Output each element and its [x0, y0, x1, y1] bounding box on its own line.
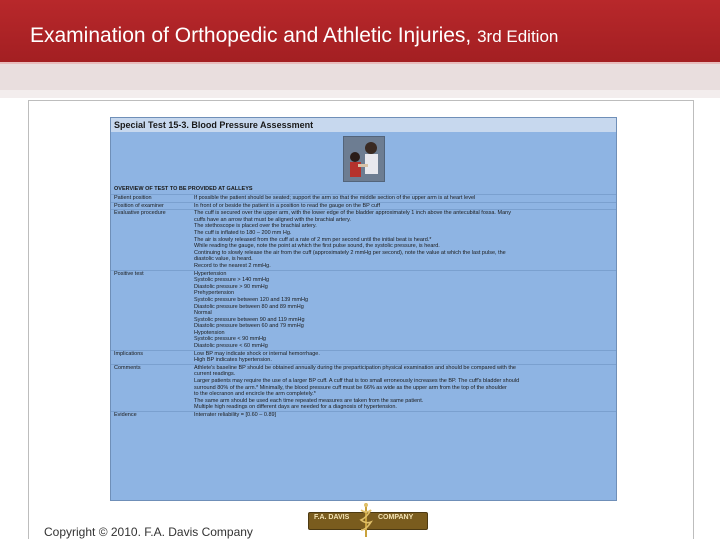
logo-text-right: COMPANY — [378, 514, 414, 521]
row-value-line: If possible the patient should be seated; support the arm so that the middle section of the upper arm is at heart level — [194, 195, 476, 201]
row-label: Comments — [114, 364, 141, 371]
row-value-line: Larger patients may require the use of a larger BP cuff. A cuff that is too small erroneously increases the BP. The cuff's bladder should — [194, 378, 520, 385]
row-value-line: Low BP may indicate shock or internal hemorrhage. — [194, 350, 320, 357]
row-value-line: The cuff is inflated to 180 – 200 mm Hg. — [194, 229, 292, 236]
row-value-line: Athlete's baseline BP should be obtained annually during the preparticipation physical examination and should be compared with the — [194, 364, 516, 371]
row-value-line: The cuff is secured over the upper arm, with the lower edge of the bladder approximately 1 inch above the antecubital fossa. Many — [194, 210, 511, 217]
row-value-line: In front of or beside the patient in a position to read the gauge on the BP cuff — [194, 202, 381, 209]
row-value-line: Diastolic pressure between 80 and 89 mmHg — [194, 303, 304, 310]
row-value — [194, 351, 616, 364]
slide-title-edition: 3rd Edition — [477, 27, 559, 46]
row-value-line: Systolic pressure between 90 and 119 mmHg — [194, 316, 305, 323]
row-value — [194, 365, 616, 411]
row-value-line: Record to the nearest 2 mmHg. — [194, 262, 271, 269]
header-band — [0, 64, 720, 90]
row-value-line: The air is slowly released from the cuff at a rate of 2 mm per second until the initial beat is heard.* — [194, 236, 432, 243]
row-value-line: to the olecranon and encircle the arm completely.* — [194, 391, 316, 398]
row-value-line: Diastolic pressure < 60 mmHg — [194, 343, 268, 350]
row-label: Evidence — [114, 412, 137, 418]
row-value-line: Systolic pressure < 90 mmHg — [194, 336, 266, 343]
row-value-line: Diastolic pressure between 60 and 79 mmHg — [194, 323, 304, 330]
row-label: Evaluative procedure — [114, 210, 166, 217]
slide-title-main: Examination of Orthopedic and Athletic Injuries, — [30, 24, 472, 47]
row-value-line: Hypertension — [194, 270, 227, 277]
table-row — [111, 350, 616, 364]
row-label: Patient position — [114, 195, 152, 201]
table-rows — [111, 194, 616, 419]
row-value-line: cuffs have an arrow that must be aligned with the brachial artery. — [194, 216, 351, 223]
header-band-light — [0, 90, 720, 98]
table-title: Special Test 15-3. Blood Pressure Assessment — [111, 118, 616, 132]
row-value-line: Continuing to slowly release the air from the cuff (approximately 2 mmHg per second), note the value at which the last pulse, the — [194, 249, 506, 256]
row-value — [194, 195, 616, 202]
row-value-line: current readings. — [194, 371, 236, 378]
row-value — [194, 210, 616, 269]
row-value-line: Normal — [194, 310, 212, 317]
row-label: Position of examiner — [114, 202, 164, 209]
row-label: Implications — [114, 350, 144, 357]
table-row — [111, 411, 616, 419]
blood-pressure-photo — [343, 136, 385, 182]
title-bar — [0, 0, 720, 64]
row-value — [194, 203, 616, 210]
row-value-line: The stethoscope is placed over the brachial artery. — [194, 223, 317, 230]
row-value-line: surround 80% of the arm.* Minimally, the blood pressure cuff must be 66% as wide as the upper arm from the top of the shoulder — [194, 384, 507, 391]
row-value-line: While reading the gauge, note the point at which the first pulse sound, the systolic pressure, is heard. — [194, 243, 440, 250]
copyright-text: Copyright © 2010. F.A. Davis Company — [44, 525, 253, 539]
row-value-line: Interrater reliability = [0.60 – 0.89] — [194, 412, 277, 418]
table-row — [111, 209, 616, 269]
fa-davis-logo — [308, 502, 426, 538]
table-row — [111, 270, 616, 350]
table-row — [111, 364, 616, 411]
logo-text-left: F.A. DAVIS — [314, 514, 350, 521]
row-value-line: Prehypertension — [194, 290, 235, 297]
row-value-line: Systolic pressure between 120 and 139 mmHg — [194, 296, 309, 303]
row-value-line: High BP indicates hypertension. — [194, 357, 272, 364]
caduceus-icon — [358, 502, 374, 538]
table-row — [111, 194, 616, 202]
row-value-line: Systolic pressure > 140 mmHg — [194, 277, 270, 284]
table-overview: OVERVIEW OF TEST TO BE PROVIDED AT GALLEYS — [114, 186, 253, 192]
row-value-line: The same arm should be used each time repeated measures are taken from the same patient. — [194, 397, 424, 404]
row-label: Positive test — [114, 270, 144, 277]
row-value — [194, 412, 616, 419]
slide-title — [30, 24, 558, 48]
row-value-line: Diastolic pressure > 90 mmHg — [194, 283, 268, 290]
special-test-table — [110, 117, 617, 501]
row-value — [194, 271, 616, 350]
row-value-line: Multiple high readings on different days are needed for a diagnosis of hypertension. — [194, 404, 397, 411]
table-row — [111, 202, 616, 210]
row-value-line: diastolic value, is heard. — [194, 256, 253, 263]
row-value-line: Hypotension — [194, 329, 225, 336]
